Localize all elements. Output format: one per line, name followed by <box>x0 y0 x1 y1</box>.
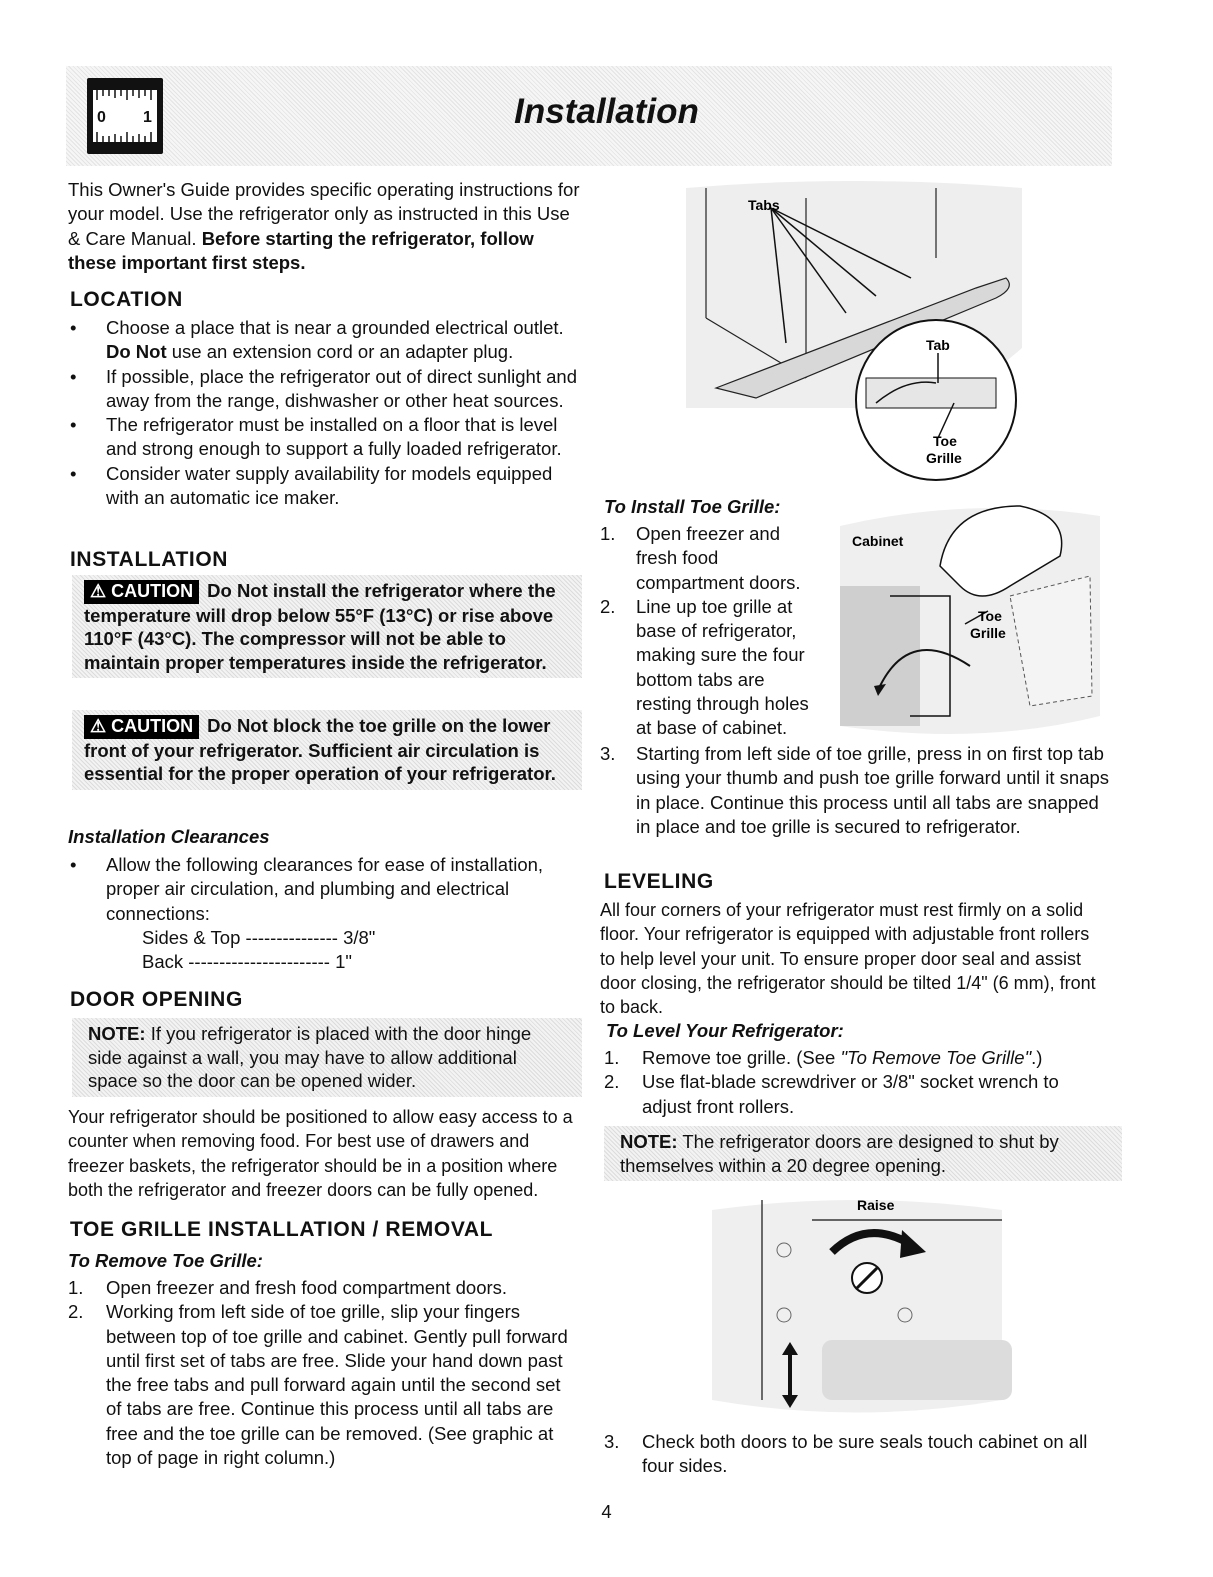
clearances-item: • Allow the following clearances for ease of installation, proper air circulation, and plumbing and electrical connections: <box>70 854 544 924</box>
installation-heading: INSTALLATION <box>70 548 229 571</box>
clearances-list <box>68 853 580 974</box>
caution-badge: ⚠ CAUTION <box>84 715 199 739</box>
install-step: 2. Line up toe grille at base of refrigerator, making sure the four bottom tabs are resting through holes at base of cabinet. <box>600 595 809 739</box>
label-grille: Grille <box>926 450 962 466</box>
location-item: • The refrigerator must be installed on a floor that is level and strong enough to support a fully loaded refrigerator. <box>70 414 562 460</box>
clearance-row-sides: Sides & Top --------------- 3/8" <box>142 926 376 948</box>
level-step-3: 3. Check both doors to be sure seals touch cabinet on all four sides. <box>604 1431 1088 1477</box>
level-steps <box>604 1046 1104 1119</box>
label-raise: Raise <box>857 1197 895 1213</box>
page-title: Installation <box>514 92 699 131</box>
figure-toe-grille-tabs <box>676 178 1032 488</box>
caution-text-2: Do Not block the toe grille on the lower front of your refrigerator. Sufficient air circulation is essential for the proper operation of your refrigerator. <box>84 715 556 784</box>
label-tab: Tab <box>926 337 950 353</box>
label-toe: Toe <box>978 608 1002 624</box>
ruler-label-0: 0 <box>97 109 106 126</box>
intro-text: This Owner's Guide provides specific operating instructions for your model. Use the refrigerator only as instructed in this Use & Care Manual. <box>68 179 580 249</box>
install-toe-grille-heading: To Install Toe Grille: <box>604 496 781 517</box>
caution-badge: ⚠ CAUTION <box>84 580 199 604</box>
location-item: • Choose a place that is near a grounded electrical outlet. Do Not use an extension cord or an adapter plug. <box>70 317 564 363</box>
ruler-label-1: 1 <box>143 109 152 126</box>
clearance-row-back: Back ----------------------- 1" <box>142 951 352 973</box>
caution-box-toe-grille <box>72 710 582 790</box>
door-opening-note <box>72 1018 582 1097</box>
page-number: 4 <box>601 1501 612 1522</box>
remove-toe-grille-heading: To Remove Toe Grille: <box>68 1250 263 1271</box>
leveling-text: All four corners of your refrigerator must rest firmly on a solid floor. Your refrigerator is equipped with adjustable front rollers to help level your unit. To ensure proper door seal and assist door closing, the refrigerator should be tilted 1/4" (6 mm), front to back. <box>600 900 1096 1018</box>
remove-step: 2. Working from left side of toe grille, slip your fingers between top of toe grille and cabinet. Gently pull forward until first set of tabs are free. Slide your hand down past the free tabs and pull forward again until the second set of tabs are free. Continue this process until all tabs are free and the toe grille can be removed. (See graphic at top of page in right column.) <box>68 1301 568 1469</box>
door-opening-text: Your refrigerator should be positioned to allow easy access to a counter when removing food. For best use of drawers and freezer baskets, the refrigerator should be in a position where both the refrigerator and freezer doors can be fully opened. <box>68 1107 573 1200</box>
note-text: If you refrigerator is placed with the door hinge side against a wall, you may have to allow additional space so the door can be opened wider. <box>88 1023 532 1091</box>
label-cabinet: Cabinet <box>852 533 904 549</box>
label-grille: Grille <box>970 625 1006 641</box>
label-tabs: Tabs <box>748 197 780 213</box>
level-step: 1. Remove toe grille. (See "To Remove Toe Grille".) <box>604 1047 1043 1068</box>
figure-leveling-roller <box>702 1190 1012 1422</box>
remove-steps <box>68 1276 580 1470</box>
intro-bold: Before starting the refrigerator, follow these important first steps. <box>68 227 534 273</box>
location-item: • Consider water supply availability for models equipped with an automatic ice maker. <box>70 462 553 509</box>
caution-text-1: Do Not install the refrigerator where the temperature will drop below 55°F (13°C) or rise above 110°F (43°C). The compressor will not be able to maintain proper temperatures inside the refrigerator. <box>84 580 556 673</box>
leveling-heading: LEVELING <box>604 870 714 893</box>
note-label: NOTE: <box>620 1131 678 1152</box>
toe-grille-heading: TOE GRILLE INSTALLATION / REMOVAL <box>70 1218 494 1241</box>
install-step-3: 3. Starting from left side of toe grille, press in on first top tab using your thumb and push toe grille forward until it snaps in place. Continue this process until all tabs are snapped in place and toe grille is secured to refrigerator. <box>600 743 1110 837</box>
install-step: 1. Open freezer and fresh food compartment doors. <box>600 523 801 593</box>
note-label: NOTE: <box>88 1023 146 1044</box>
install-steps <box>600 522 822 741</box>
label-toe: Toe <box>933 433 957 449</box>
leveling-note <box>604 1126 1122 1181</box>
level-step: 2. Use flat-blade screwdriver or 3/8" socket wrench to adjust front rollers. <box>604 1071 1059 1117</box>
remove-step: 1. Open freezer and fresh food compartment doors. <box>68 1277 508 1298</box>
door-opening-heading: DOOR OPENING <box>70 988 243 1011</box>
clearances-heading: Installation Clearances <box>68 826 270 847</box>
note-text: The refrigerator doors are designed to shut by themselves within a 20 degree opening. <box>620 1131 1059 1176</box>
location-item: • If possible, place the refrigerator out of direct sunlight and away from the range, dishwasher or other heat sources. <box>70 365 577 411</box>
location-list <box>68 316 580 510</box>
level-heading: To Level Your Refrigerator: <box>606 1020 844 1041</box>
location-heading: LOCATION <box>70 288 183 311</box>
intro-paragraph <box>68 178 580 275</box>
figure-toe-grille-install <box>830 496 1108 740</box>
caution-box-temperature <box>72 575 582 678</box>
